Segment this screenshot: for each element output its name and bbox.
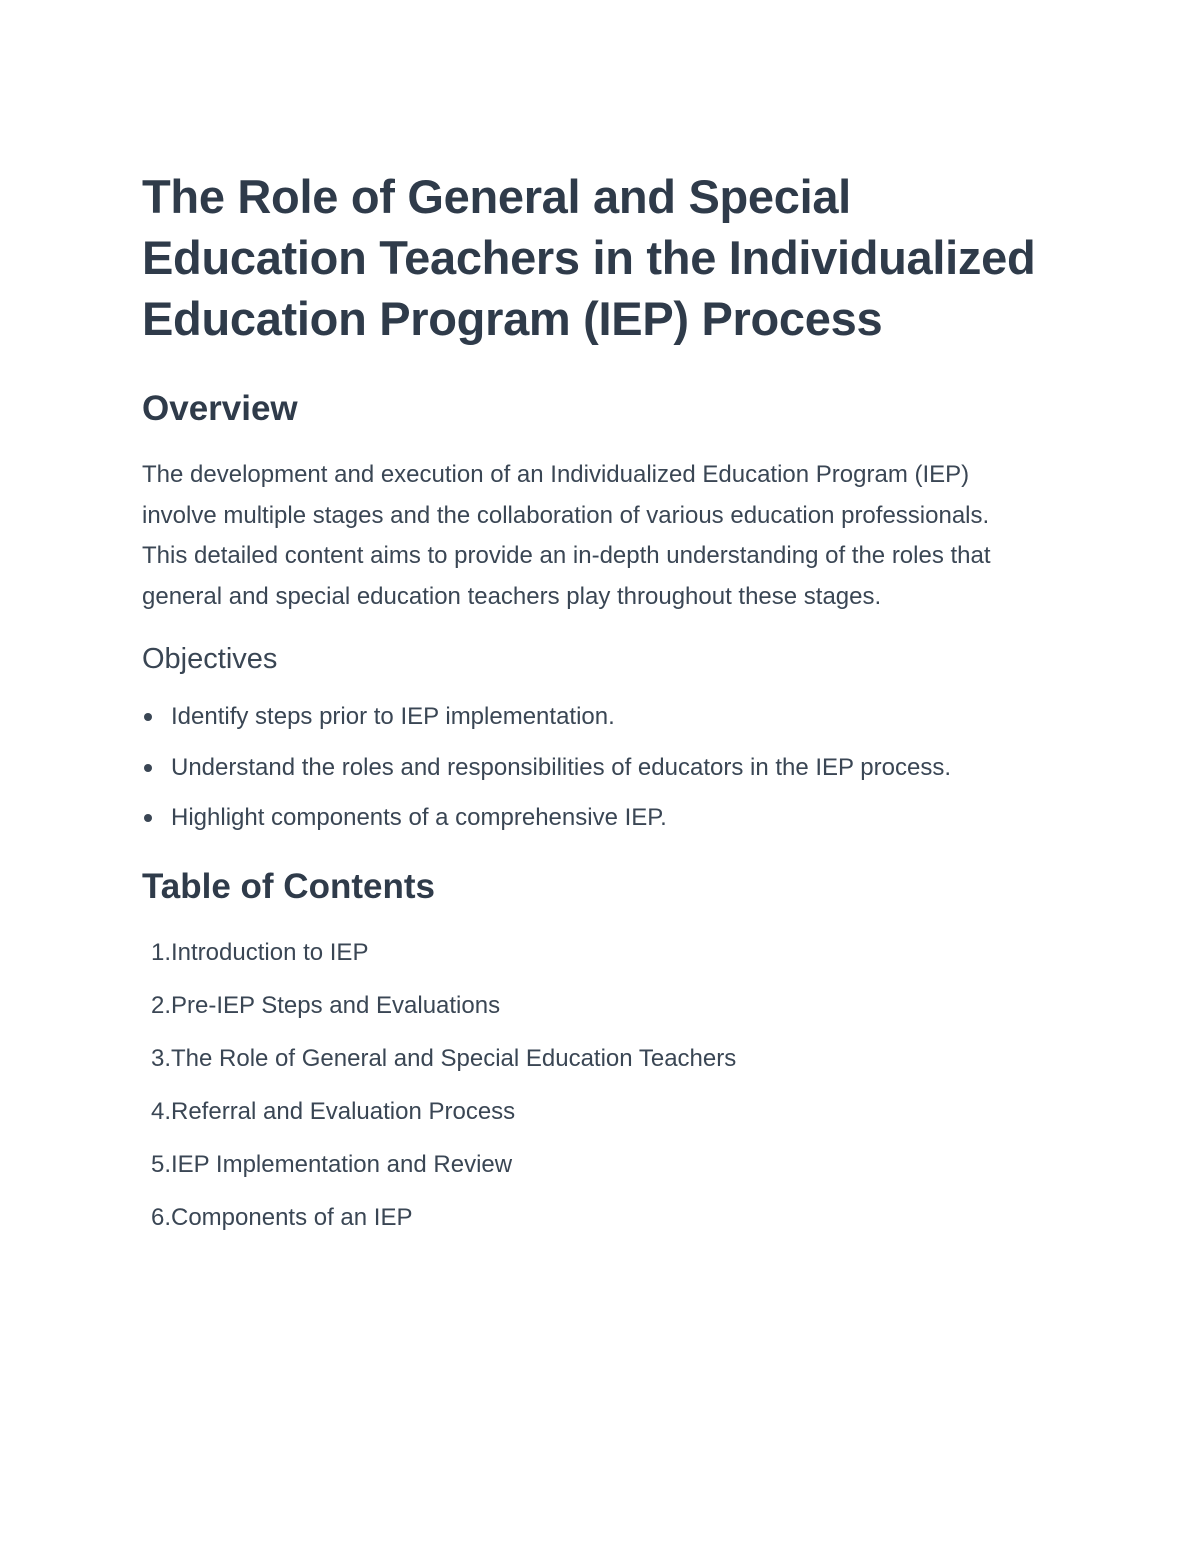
toc-list: [142, 933, 1040, 1239]
toc-item-label: Components of an IEP: [171, 1203, 413, 1231]
objectives-list: [142, 697, 1040, 839]
overview-heading: Overview: [142, 389, 298, 428]
objective-text: Highlight components of a comprehensive IEP.: [171, 804, 667, 831]
document-title: The Role of General and Special Education Teachers in the Individualized Education Program (IEP) Process: [142, 170, 1036, 345]
toc-item-number: 6.: [150, 1203, 171, 1231]
bullet-icon: [144, 764, 152, 772]
objective-text: Understand the roles and responsibilities of educators in the IEP process.: [171, 753, 951, 781]
toc-item: [142, 1198, 1040, 1239]
toc-item: [142, 1145, 1040, 1186]
toc-item: [142, 1039, 1040, 1080]
toc-item-number: 1.: [150, 938, 171, 966]
objective-item: [142, 697, 1001, 738]
toc-item-number: 3.: [150, 1044, 171, 1072]
objective-text: Identify steps prior to IEP implementation.: [171, 703, 615, 730]
overview-paragraph: The development and execution of an Individualized Education Program (IEP) involve multiple stages and the collaboration of various education professionals. This detailed content aims to provide an in-depth understanding of the roles that general and special education teachers play throughout these stages.: [142, 461, 991, 610]
bullet-icon: [144, 713, 152, 721]
toc-item-label: Referral and Evaluation Process: [171, 1097, 516, 1125]
toc-item-label: IEP Implementation and Review: [171, 1150, 513, 1178]
toc-item-label: Pre-IEP Steps and Evaluations: [171, 991, 501, 1019]
toc-item-number: 4.: [150, 1097, 171, 1125]
toc-item: [142, 1092, 1040, 1133]
toc-heading: Table of Contents: [142, 866, 435, 906]
toc-item: [142, 986, 1040, 1027]
toc-item: [142, 933, 1040, 974]
toc-item-number: 2.: [150, 991, 171, 1019]
toc-item-label: Introduction to IEP: [171, 938, 369, 966]
toc-item-number: 5.: [150, 1150, 171, 1178]
objective-item: [142, 798, 1001, 839]
toc-item-label: The Role of General and Special Education Teachers: [171, 1044, 737, 1072]
objectives-heading: Objectives: [142, 643, 278, 675]
bullet-icon: [144, 814, 152, 822]
objective-item: [142, 748, 1001, 789]
